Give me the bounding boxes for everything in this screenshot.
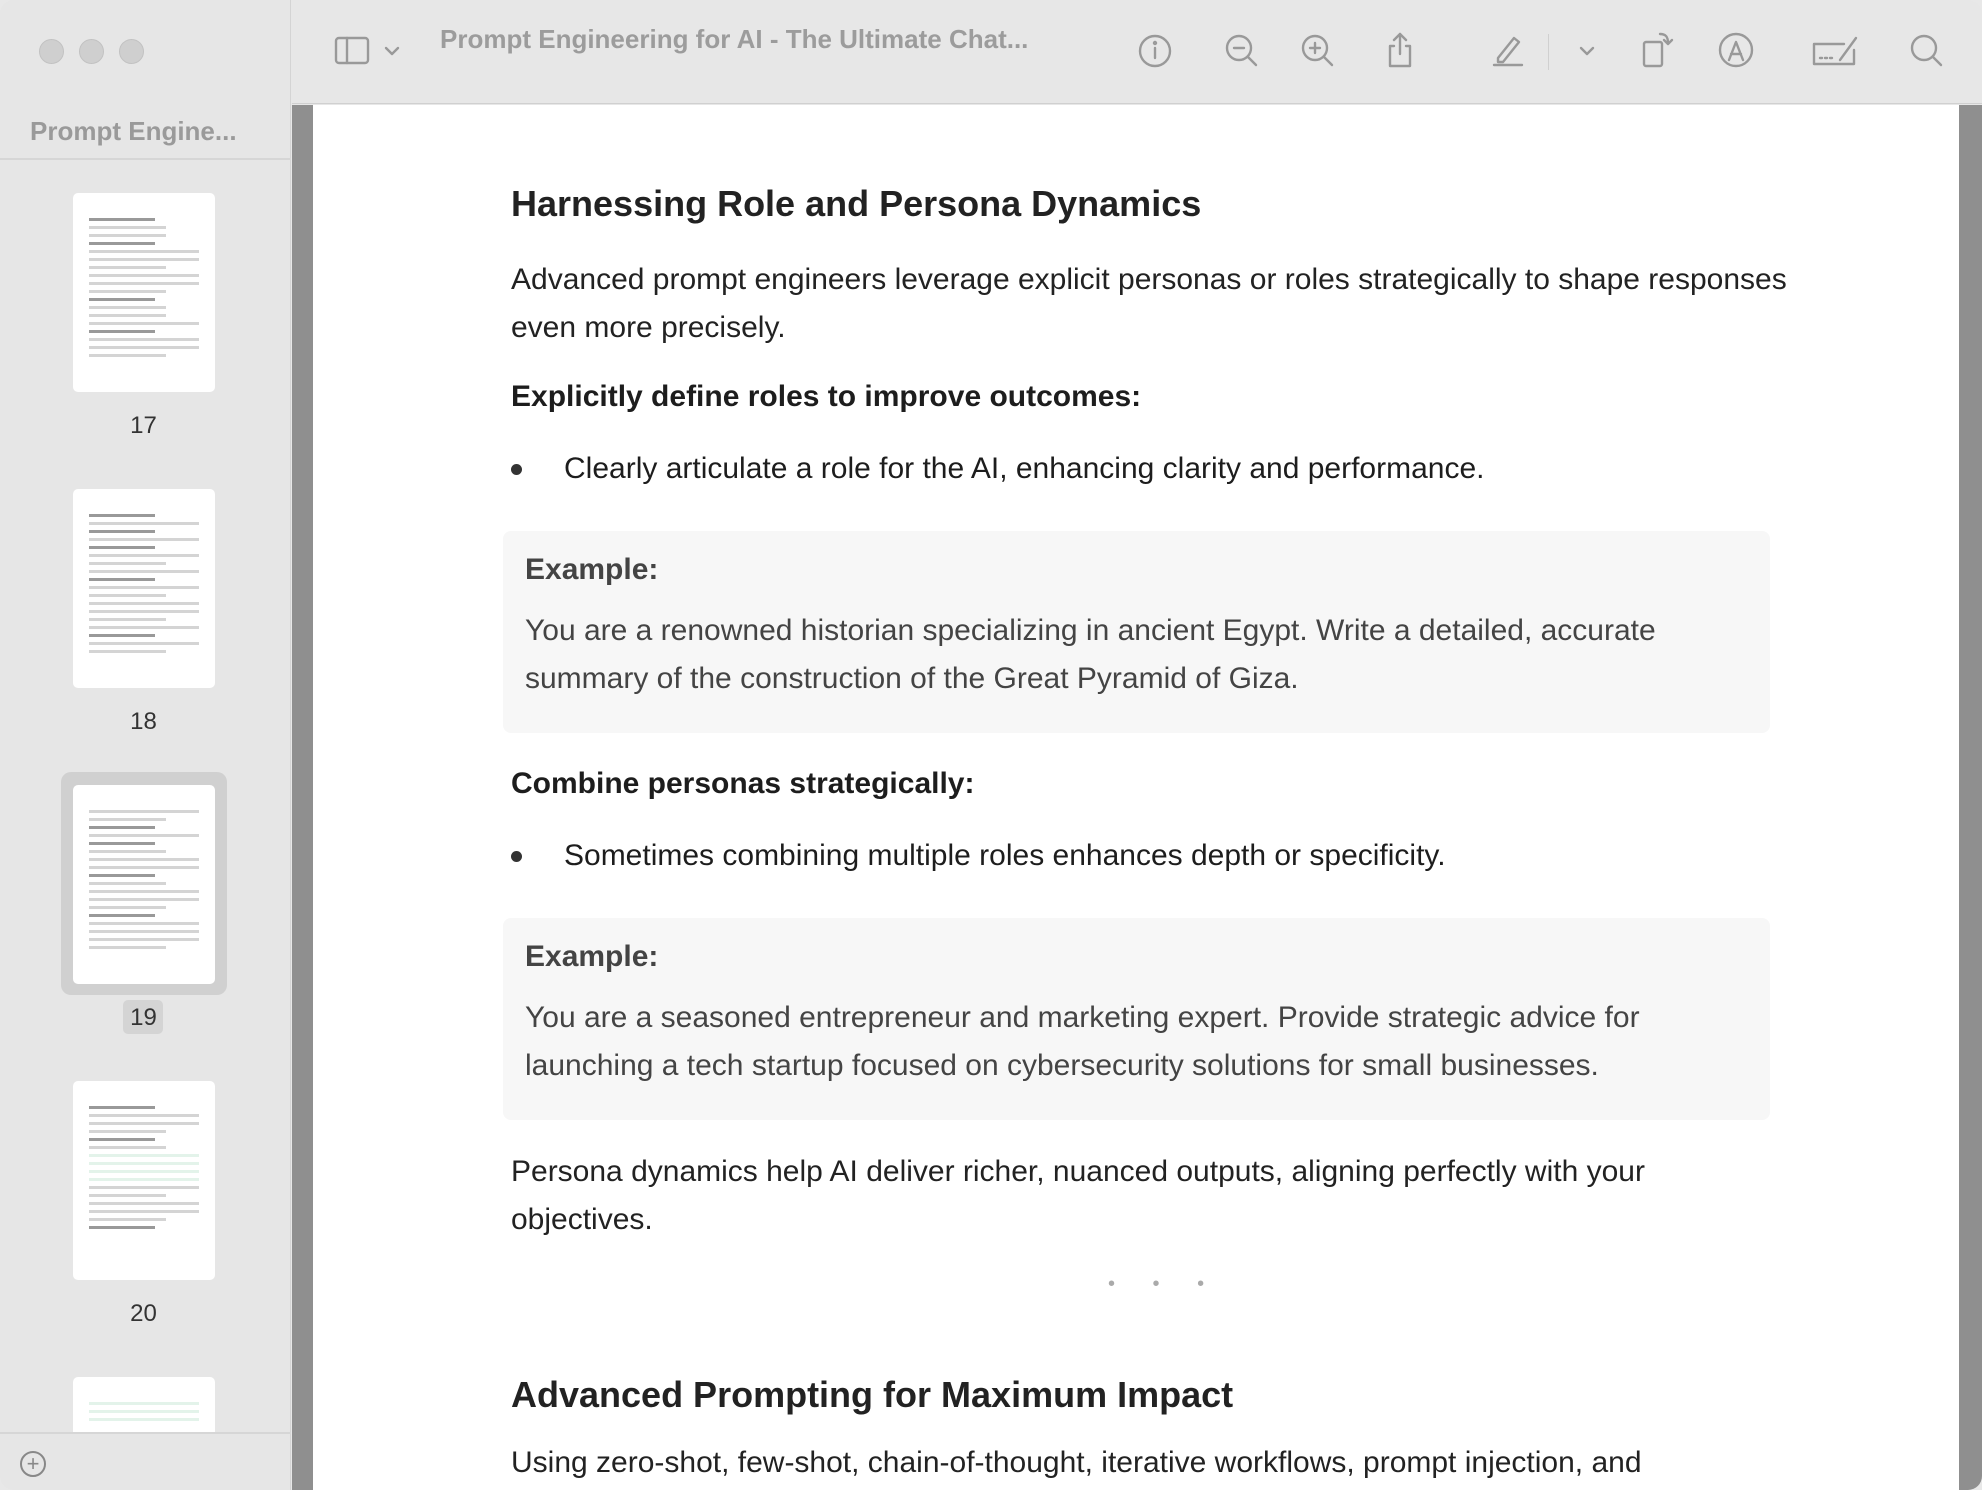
minimize-button[interactable]	[79, 39, 104, 64]
rotate-icon[interactable]	[1636, 30, 1676, 70]
divider	[0, 1432, 291, 1434]
search-icon[interactable]	[1907, 30, 1947, 70]
page-thumbnail-18[interactable]	[73, 489, 215, 688]
add-page-button[interactable]: +	[20, 1451, 46, 1477]
page-thumbnail-17[interactable]	[73, 193, 215, 392]
info-icon[interactable]	[1135, 30, 1175, 70]
chevron-down-icon[interactable]	[1567, 30, 1587, 70]
page-number: 20	[130, 1300, 157, 1327]
paragraph: Advanced prompt engineers leverage explicit personas or roles strategically to shape responses even more precisely.	[511, 263, 1787, 344]
document-page	[313, 105, 1959, 1490]
sidebar-icon[interactable]	[332, 30, 372, 70]
example-label: Example:	[525, 553, 659, 586]
page-thumbnail-20[interactable]	[73, 1081, 215, 1280]
paragraph: Persona dynamics help AI deliver richer, nuanced outputs, aligning perfectly with your objectives.	[511, 1155, 1645, 1236]
zoom-button[interactable]	[119, 39, 144, 64]
subheading: Explicitly define roles to improve outcomes:	[511, 380, 1142, 413]
bullet-icon	[511, 464, 522, 475]
section-separator: • • •	[1108, 1273, 1221, 1295]
signature-icon[interactable]	[1810, 30, 1860, 70]
toolbar	[292, 0, 1982, 104]
chevron-down-icon[interactable]	[372, 30, 392, 70]
example-box	[503, 918, 1770, 1120]
divider	[0, 158, 291, 160]
page-number: 19	[130, 1004, 157, 1031]
paragraph: Using zero-shot, few-shot, chain-of-thought, iterative workflows, prompt injection, and	[511, 1446, 1642, 1479]
page-number: 17	[130, 412, 157, 439]
document-title: Prompt Engineering for AI - The Ultimate Chat...	[440, 24, 1029, 54]
page-number: 18	[130, 708, 157, 735]
zoom-out-icon[interactable]	[1222, 30, 1262, 70]
bullet-icon	[511, 851, 522, 862]
markup-icon[interactable]	[1716, 30, 1756, 70]
page-thumbnail-21[interactable]	[73, 1377, 215, 1432]
zoom-in-icon[interactable]	[1298, 30, 1338, 70]
divider	[1548, 34, 1549, 70]
close-button[interactable]	[39, 39, 64, 64]
share-icon[interactable]	[1380, 30, 1420, 70]
page-gutter	[292, 105, 313, 1490]
example-text: You are a seasoned entrepreneur and marketing expert. Provide strategic advice for launching a tech startup focused on cybersecurity solutions for small businesses.	[525, 1001, 1640, 1082]
example-label: Example:	[525, 940, 659, 973]
list-item: Clearly articulate a role for the AI, enhancing clarity and performance.	[511, 445, 1484, 493]
thumbnail-sidebar	[0, 0, 291, 1490]
section-heading: Advanced Prompting for Maximum Impact	[511, 1374, 1234, 1415]
example-box	[503, 531, 1770, 733]
section-heading: Harnessing Role and Persona Dynamics	[511, 183, 1202, 224]
list-item: Sometimes combining multiple roles enhances depth or specificity.	[511, 832, 1446, 880]
subheading: Combine personas strategically:	[511, 767, 975, 800]
highlight-pen-icon[interactable]	[1488, 30, 1528, 70]
page-thumbnail-19[interactable]	[73, 785, 215, 984]
scrollbar-track[interactable]	[1959, 105, 1982, 1490]
sidebar-title: Prompt Engine...	[30, 116, 237, 146]
example-text: You are a renowned historian specializing in ancient Egypt. Write a detailed, accurate summary of the construction of the Great Pyramid of Giza.	[525, 614, 1656, 695]
